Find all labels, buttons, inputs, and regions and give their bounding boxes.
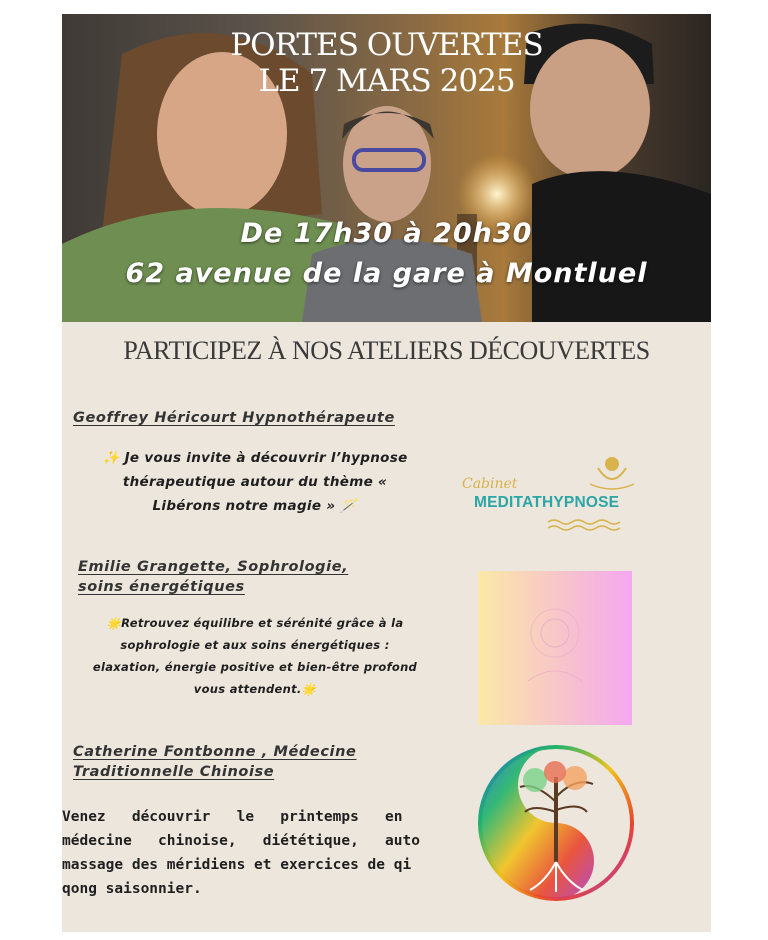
name-line: soins énergétiques bbox=[78, 579, 245, 595]
desc-line: Libérons notre magie » 🪄 bbox=[152, 498, 358, 514]
name-line: Emilie Grangette, Sophrologie, bbox=[78, 559, 349, 575]
poster bbox=[62, 14, 711, 932]
event-address: 62 avenue de la gare à Montluel bbox=[125, 258, 648, 289]
desc-line: massage des méridiens et exercices de qi bbox=[62, 857, 412, 873]
name-line: Catherine Fontbonne , Médecine bbox=[73, 744, 357, 760]
desc-line: vous attendent.🌟 bbox=[193, 682, 317, 696]
meditathypnose-logo bbox=[460, 454, 640, 534]
sophrologie-gradient-image bbox=[478, 571, 632, 725]
headline-line-1: PORTES OUVERTES bbox=[230, 27, 543, 63]
workshop-3-name bbox=[73, 744, 356, 780]
desc-line: médecine chinoise, diététique, auto bbox=[62, 833, 420, 849]
desc-line: 🌟Retrouvez équilibre et sérénité grâce à la bbox=[106, 616, 404, 630]
yin-yang-tree-logo bbox=[475, 742, 637, 904]
name-line: Traditionnelle Chinoise bbox=[73, 764, 275, 780]
faint-mandala-icon bbox=[478, 571, 632, 725]
desc-line: sophrologie et aux soins énergétiques : bbox=[120, 638, 390, 652]
event-time: De 17h30 à 20h30 bbox=[240, 218, 533, 249]
logo-brand-text: MEDITATHYPNOSE bbox=[474, 494, 620, 511]
workshop-3-description bbox=[62, 805, 440, 901]
desc-line: qong saisonnier. bbox=[62, 881, 202, 897]
desc-line: thérapeutique autour du thème « bbox=[122, 474, 388, 490]
desc-line: ✨ Je vous invite à découvrir l’hypnose bbox=[102, 450, 408, 466]
yin-yang-tree-icon bbox=[475, 742, 637, 904]
section-title: PARTICIPEZ À NOS ATELIERS DÉCOUVERTES bbox=[123, 336, 650, 365]
workshop-2-name bbox=[78, 559, 348, 595]
desc-line: Venez découvrir le printemps en bbox=[62, 809, 403, 825]
workshop-1-description bbox=[62, 446, 448, 518]
headline-line-2: LE 7 MARS 2025 bbox=[258, 63, 515, 99]
logo-script-text: Cabinet bbox=[462, 476, 518, 492]
workshop-2-description bbox=[62, 612, 448, 700]
header-photo bbox=[62, 14, 711, 322]
desc-line: elaxation, énergie positive et bien-être profond bbox=[92, 660, 418, 674]
workshop-1-name: Geoffrey Héricourt Hypnothérapeute bbox=[73, 410, 395, 426]
